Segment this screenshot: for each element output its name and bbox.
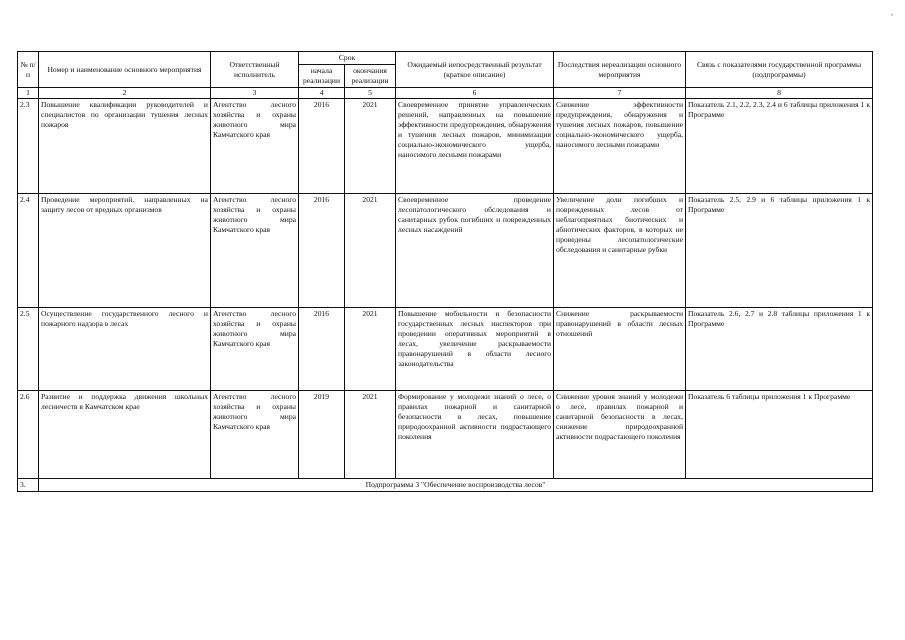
row-end: 2021 bbox=[345, 391, 396, 479]
row-result: Своевременное принятие управленческих решений, направленных на повышение эффективности предупреждения, обнаружения и тушения лесных пожаров, минимизация социально-экономического ущерба, наносимого лесными пожарами bbox=[396, 99, 554, 194]
subprogram-row bbox=[18, 479, 873, 492]
corner-mark: , bbox=[891, 8, 893, 17]
row-link: Показатель 2.1, 2.2, 2.3, 2.4 и 6 таблицы приложения 1 к Программе bbox=[686, 99, 873, 194]
row-consequences: Снижение раскрываемости правонарушений в области лесных отношений bbox=[554, 308, 686, 391]
column-number: 6 bbox=[396, 88, 554, 99]
header-start: начала реализации bbox=[299, 65, 345, 88]
row-executor: Агентство лесного хозяйства и охраны животного мира Камчатского края bbox=[211, 391, 299, 479]
row-name: Повышение квалификации руководителей и специалистов по организации тушения лесных пожаров bbox=[39, 99, 211, 194]
row-link: Показатель 2.6, 2.7 и 2.8 таблицы приложения 1 к Программе bbox=[686, 308, 873, 391]
header-row-1 bbox=[18, 52, 873, 65]
row-link: Показатель 6 таблицы приложения 1 к Программе bbox=[686, 391, 873, 479]
row-num: 2.6 bbox=[18, 391, 39, 479]
header-link: Связь с показателями государственной программы (подпрограммы) bbox=[686, 52, 873, 88]
row-result: Своевременное проведение лесопатологического обследования и санитарных рубок погибших и поврежденных лесных насаждений bbox=[396, 194, 554, 308]
column-number: 3 bbox=[211, 88, 299, 99]
row-consequences: Снижение эффективности предупреждения, обнаружения и тушения лесных пожаров, повышение социально-экономического ущерба, наносимого лесными пожарами bbox=[554, 99, 686, 194]
table-row bbox=[18, 391, 873, 479]
column-number: 2 bbox=[39, 88, 211, 99]
row-link: Показатель 2.5, 2.9 и 6 таблицы приложения 1 к Программе bbox=[686, 194, 873, 308]
header-end: окончания реализации bbox=[345, 65, 396, 88]
row-end: 2021 bbox=[345, 194, 396, 308]
row-num: 2.4 bbox=[18, 194, 39, 308]
column-number: 4 bbox=[299, 88, 345, 99]
row-start: 2016 bbox=[299, 194, 345, 308]
column-number: 8 bbox=[686, 88, 873, 99]
row-executor: Агентство лесного хозяйства и охраны животного мира Камчатского края bbox=[211, 194, 299, 308]
table-row bbox=[18, 99, 873, 194]
row-num: 2.3 bbox=[18, 99, 39, 194]
row-executor: Агентство лесного хозяйства и охраны животного мира Камчатского края bbox=[211, 308, 299, 391]
column-number: 1 bbox=[18, 88, 39, 99]
row-end: 2021 bbox=[345, 99, 396, 194]
table-row bbox=[18, 194, 873, 308]
header-num: № п/п bbox=[18, 52, 39, 88]
row-consequences: Снижение уровня знаний у молодежи о лесе, правилах пожарной и санитарной безопасности в лесах, снижение природоохранной активности подрастающего поколения bbox=[554, 391, 686, 479]
header-name: Номер и наименование основного мероприятия bbox=[39, 52, 211, 88]
row-name: Проведение мероприятий, направленных на защиту лесов от вредных организмов bbox=[39, 194, 211, 308]
subprogram-title: Подпрограмма 3 "Обеспечение воспроизводства лесов" bbox=[39, 479, 873, 492]
row-num: 2.5 bbox=[18, 308, 39, 391]
row-start: 2016 bbox=[299, 99, 345, 194]
row-end: 2021 bbox=[345, 308, 396, 391]
header-consequences: Последствия нереализации основного мероприятия bbox=[554, 52, 686, 88]
subprogram-num: 3. bbox=[18, 479, 39, 492]
row-result: Формирование у молодежи знаний о лесе, о правилах пожарной и санитарной безопасности в лесах, повышение природоохранной активности подрастающего поколения bbox=[396, 391, 554, 479]
row-executor: Агентство лесного хозяйства и охраны животного мира Камчатского края bbox=[211, 99, 299, 194]
row-name: Развитие и поддержка движения школьных лесничеств в Камчатском крае bbox=[39, 391, 211, 479]
header-result: Ожидаемый непосредственный результат (краткое описание) bbox=[396, 52, 554, 88]
column-number-row bbox=[18, 88, 873, 99]
row-name: Осуществление государственного лесного и пожарного надзора в лесах bbox=[39, 308, 211, 391]
column-number: 7 bbox=[554, 88, 686, 99]
row-result: Повышение мобильности и безопасности государственных лесных инспекторов при проведении оперативных мероприятий в лесах, увеличение раскрываемости правонарушений в области лесного законодательства bbox=[396, 308, 554, 391]
header-executor: Ответственный исполнитель bbox=[211, 52, 299, 88]
header-term: Срок bbox=[299, 52, 396, 65]
row-consequences: Увеличение доли погибших и поврежденных лесов от неблагоприятных биотических и абиотических факторов, в которых не проведены лесопатологические обследования и санитарные рубки bbox=[554, 194, 686, 308]
table-row bbox=[18, 308, 873, 391]
column-number: 5 bbox=[345, 88, 396, 99]
activities-table bbox=[17, 51, 873, 492]
row-start: 2016 bbox=[299, 308, 345, 391]
row-start: 2019 bbox=[299, 391, 345, 479]
